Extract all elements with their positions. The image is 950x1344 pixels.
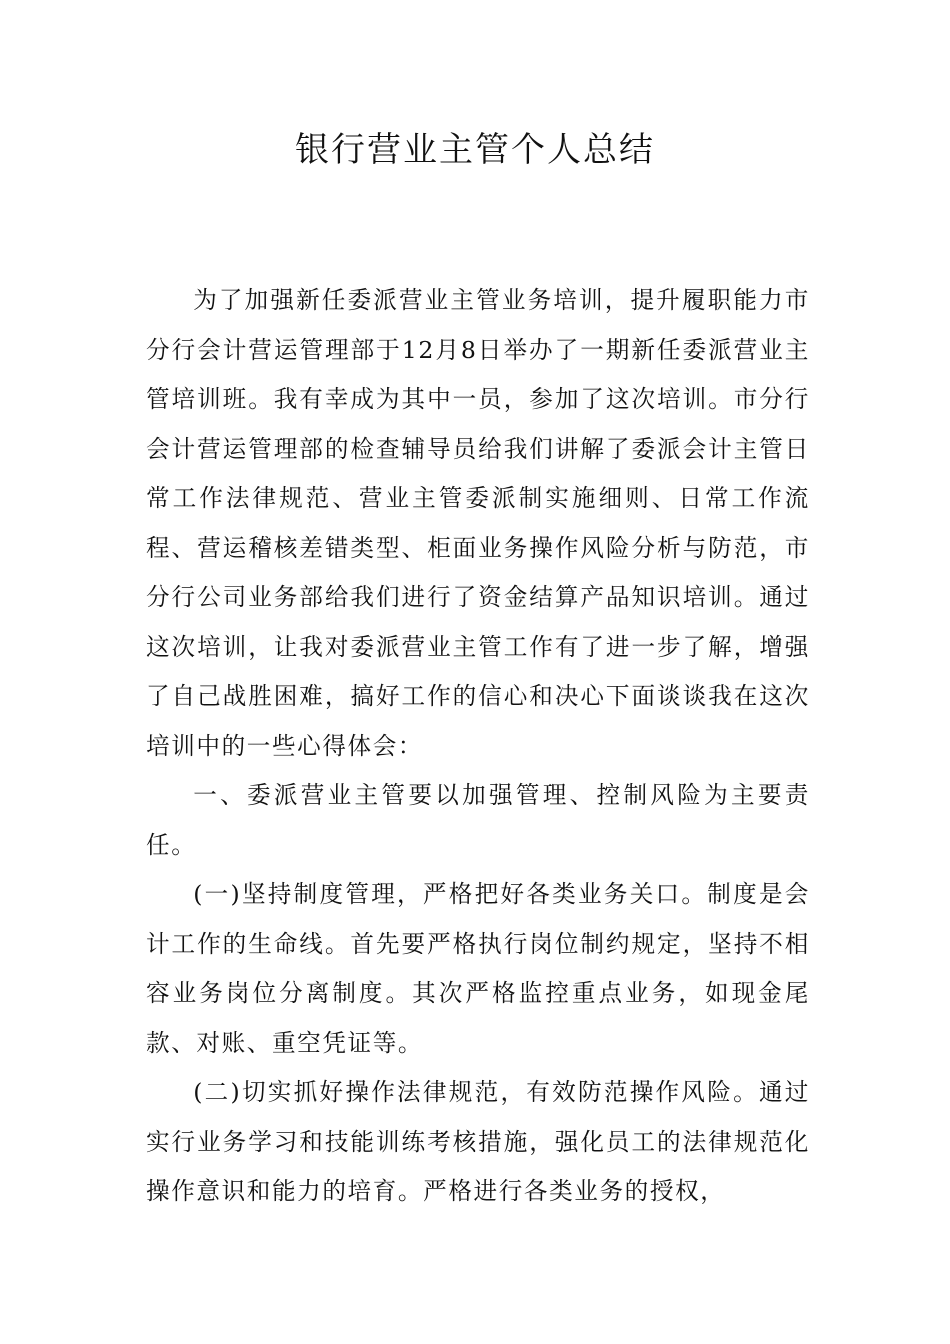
paragraph-subsection-1: (一)坚持制度管理，严格把好各类业务关口。制度是会计工作的生命线。首先要严格执行岗位制约规定，坚持不相容业务岗位分离制度。其次严格监控重点业务，如现金尾款、对账、重空凭证等。 bbox=[146, 880, 810, 1057]
paragraph-section-1-heading: 一、委派营业主管要以加强管理、控制风险为主要责任。 bbox=[146, 781, 810, 859]
paragraph-subsection-2: (二)切实抓好操作法律规范，有效防范操作风险。通过实行业务学习和技能训练考核措施，强化员工的法律规范化操作意识和能力的培育。严格进行各类业务的授权， bbox=[146, 1078, 810, 1205]
document-title: 银行营业主管个人总结 bbox=[295, 130, 655, 170]
document-body bbox=[146, 276, 810, 1217]
paragraph-intro: 为了加强新任委派营业主管业务培训，提升履职能力市分行会计营运管理部于12月8日举办了一期新任委派营业主管培训班。我有幸成为其中一员，参加了这次培训。市分行会计营运管理部的检查辅导员给我们讲解了委派会计主管日常工作法律规范、营业主管委派制实施细则、日常工作流程、营运稽核差错类型、柜面业务操作风险分析与防范，市分行公司业务部给我们进行了资金结算产品知识培训。通过这次培训，让我对委派营业主管工作有了进一步了解，增强了自己战胜困难，搞好工作的信心和决心下面谈谈我在这次培训中的一些心得体会： bbox=[146, 286, 810, 760]
